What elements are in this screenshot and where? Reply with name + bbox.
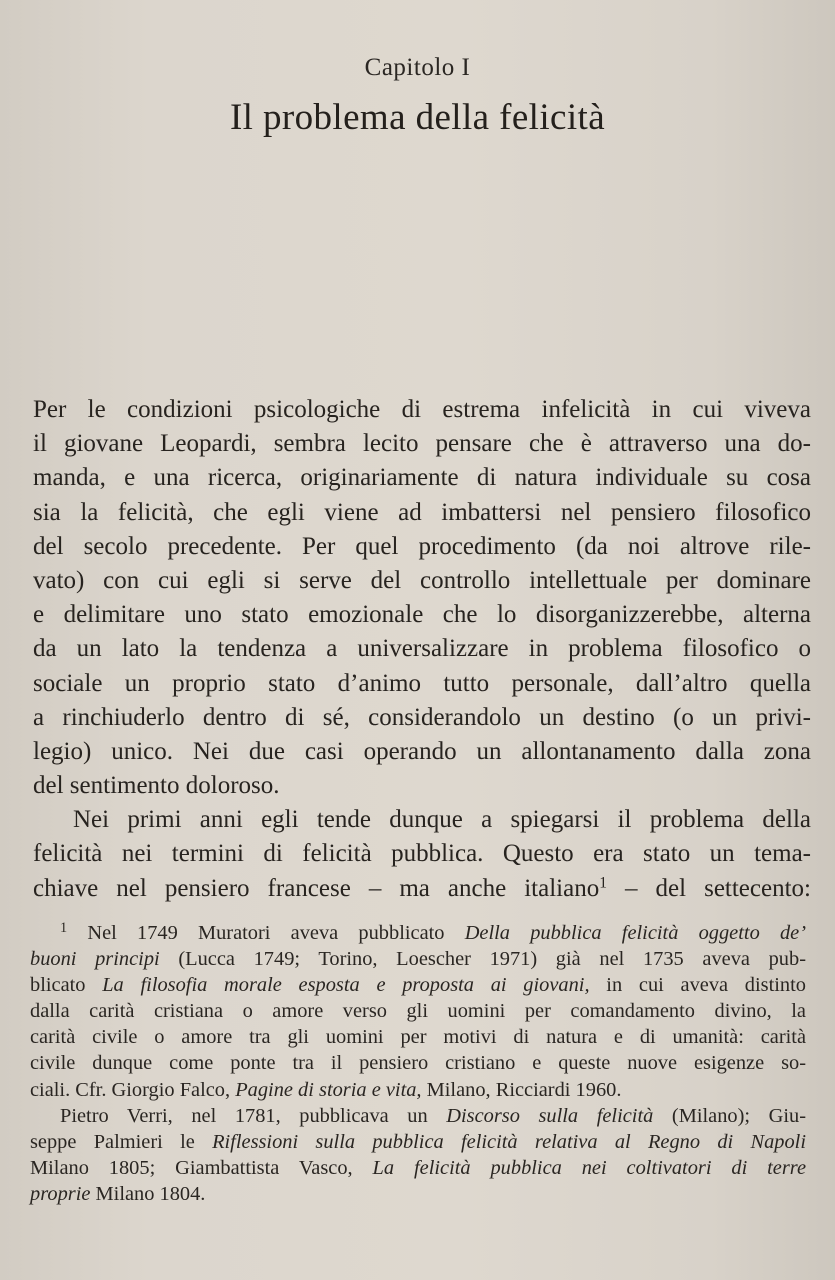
body-line: sociale un proprio stato d’animo tutto personale, dall’altro quella [33,669,811,697]
body-line: a rinchiuderlo dentro di sé, considerandolo un destino (o un privi- [33,703,811,731]
footnote-line [30,1155,806,1181]
footnote-title: buoni principi [30,948,160,971]
body-line: il giovane Leopardi, sembra lecito pensare che è attraverso una do- [33,430,811,458]
footnote-line [30,946,806,972]
body-line: vato) con cui egli si serve del controllo intellettuale per dominare [33,566,811,594]
footnote-text: seppe Palmieri le [30,1130,213,1153]
footnote-line: dalla carità cristiana o amore verso gli uomini per comandamento divino, la [30,1000,806,1023]
body-line-with-footnote-ref [33,872,811,906]
footnote-line [30,1103,806,1129]
footnote-text: (Milano); Giu- [653,1104,806,1127]
footnote-line: carità civile o amore tra gli uomini per motivi di natura e di umanità: carità [30,1026,806,1049]
body-line: Per le condizioni psicologiche di estrema infelicità in cui viveva [33,396,811,423]
body-line: sia la felicità, che egli viene ad imbattersi nel pensiero filosofico [33,498,811,526]
body-line: del secolo precedente. Per quel procedimento (da noi altrove rile- [33,532,811,560]
footnote-line [30,920,806,946]
body-text [33,393,811,906]
footnote-text: in cui aveva distinto [589,974,806,997]
body-line: del sentimento doloroso. [33,772,280,800]
body-line: felicità nei termini di felicità pubblica. Questo era stato un tema- [33,840,811,868]
footnote-title: Discorso sulla felicità [446,1104,654,1127]
footnote-title: Pagine di storia e vita, [235,1078,422,1101]
body-line: da un lato la tendenza a universalizzare in problema filosofico o [33,635,811,663]
footnote-text: Milano 1804. [90,1182,206,1205]
body-line: Nei primi anni egli tende dunque a spiegarsi il problema della [73,806,811,834]
footnote-text: ciali. Cfr. Giorgio Falco, [30,1078,236,1101]
body-line-part: chiave nel pensiero francese – ma anche italiano [33,874,600,902]
footnote-reference: 1 [599,874,607,892]
footnote-title: proprie [30,1182,91,1205]
footnote-text: Pietro Verri, nel 1781, pubblicava un [60,1104,447,1127]
footnotes [30,920,806,1207]
body-line-part: – del settecento: [606,874,811,902]
footnote-text: Nel 1749 Muratori aveva pubblicato [67,922,465,944]
footnote-text: Milano, Ricciardi 1960. [421,1078,622,1101]
footnote-title: La filosofia morale esposta e proposta ai giovani, [102,974,590,997]
body-line: legio) unico. Nei due casi operando un allontanamento dalla zona [33,737,811,765]
footnote-line: civile dunque come ponte tra il pensiero cristiano e queste nuove esigenze so- [30,1052,806,1075]
footnote-title: La felicità pubblica nei coltivatori di terre [372,1156,807,1179]
chapter-title: Il problema della felicità [229,97,606,138]
footnote-title: Della pubblica felicità oggetto de’ [464,922,807,944]
body-line: e delimitare uno stato emozionale che lo disorganizzerebbe, alterna [33,601,811,629]
footnote-line [30,972,806,998]
footnote-title: Riflessioni sulla pubblica felicità relativa al Regno di Napoli [212,1130,806,1153]
footnote-text: (Lucca 1749; Torino, Loescher 1971) già nel 1735 aveva pub- [159,948,806,971]
footnote-line [30,1077,806,1103]
footnote-line [30,1181,806,1207]
chapter-label: Capitolo I [364,54,471,81]
footnote-number: 1 [60,919,68,936]
body-line: manda, e una ricerca, originariamente di natura individuale su cosa [33,464,811,492]
footnote-line [30,1129,806,1155]
footnote-text: Milano 1805; Giambattista Vasco, [30,1156,373,1179]
footnote-text: blicato [30,974,103,997]
